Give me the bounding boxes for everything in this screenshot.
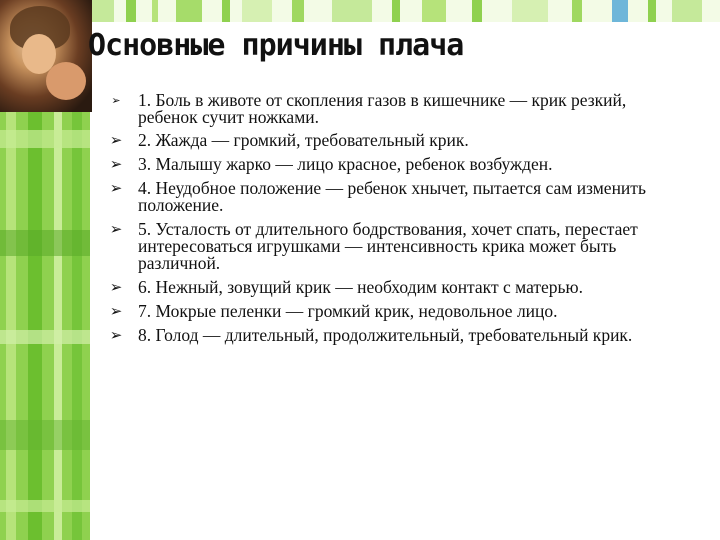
arrowhead-bullet-icon: ➢ <box>109 302 123 320</box>
mother-child-photo <box>0 0 92 112</box>
list-item-text: 1. Боль в животе от скопления газов в кишечнике — крик резкий, ребенок сучит ножками. <box>138 90 627 127</box>
list-item <box>106 180 686 214</box>
list-item <box>106 92 686 126</box>
list-item-text: 6. Нежный, зовущий крик — необходим контакт с матерью. <box>138 277 583 297</box>
arrowhead-bullet-icon: ➢ <box>109 179 123 197</box>
arrowhead-bullet-icon: ➢ <box>111 94 121 107</box>
arrowhead-bullet-icon: ➢ <box>109 326 123 344</box>
decorative-top-band <box>92 0 720 22</box>
list-item-text: 2. Жажда — громкий, требовательный крик. <box>138 130 469 150</box>
arrowhead-bullet-icon: ➢ <box>109 278 123 296</box>
list-item <box>106 303 686 320</box>
list-item <box>106 221 686 272</box>
causes-list <box>106 92 686 344</box>
list-item <box>106 156 686 173</box>
list-item-text: 5. Усталость от длительного бодрствования, хочет спать, перестает интересоваться игрушками — интенсивность крика может быть различной. <box>138 219 638 273</box>
list-item-text: 4. Неудобное положение — ребенок хнычет, пытается сам изменить положение. <box>138 178 646 215</box>
arrowhead-bullet-icon: ➢ <box>109 131 123 149</box>
list-item <box>106 279 686 296</box>
arrowhead-bullet-icon: ➢ <box>109 155 123 173</box>
list-item-text: 7. Мокрые пеленки — громкий крик, недовольное лицо. <box>138 301 558 321</box>
arrowhead-bullet-icon: ➢ <box>109 220 123 238</box>
list-item <box>106 327 686 344</box>
list-item <box>106 132 686 149</box>
list-item-text: 8. Голод — длительный, продолжительный, требовательный крик. <box>138 325 633 345</box>
slide-title: Основные причины плача <box>88 28 464 63</box>
list-item-text: 3. Малышу жарко — лицо красное, ребенок возбужден. <box>138 154 553 174</box>
